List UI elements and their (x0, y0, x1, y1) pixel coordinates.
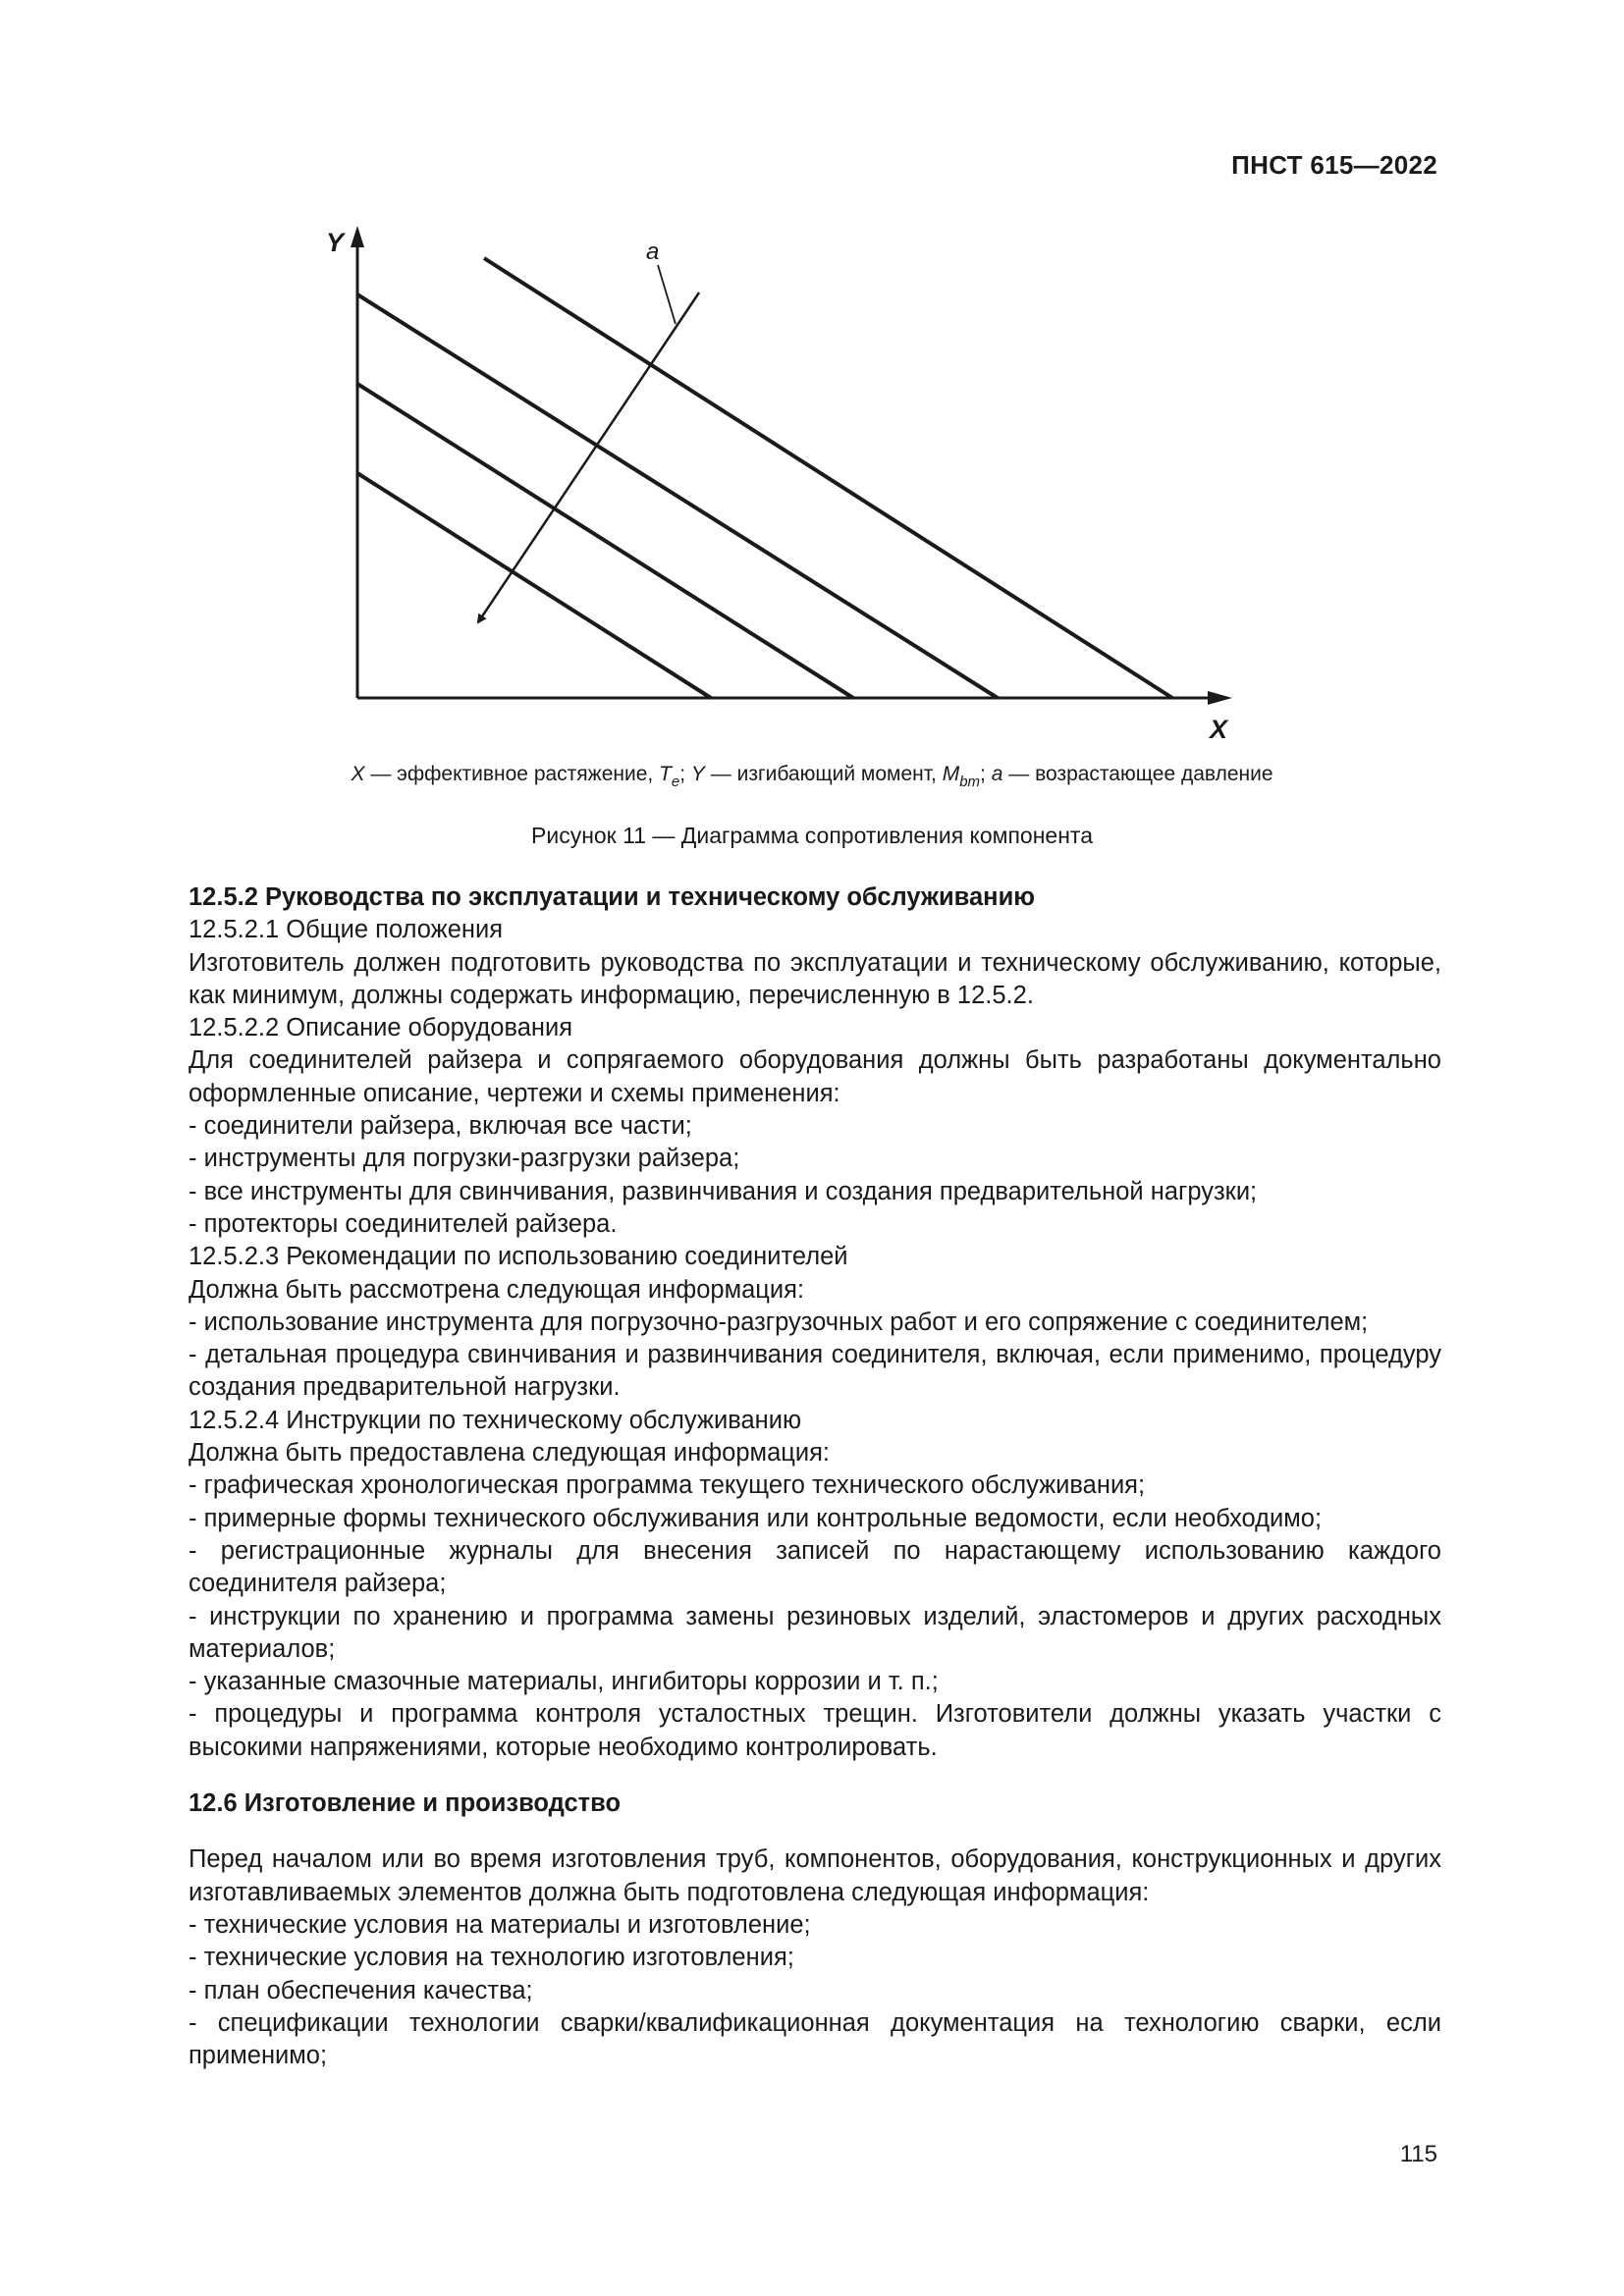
paragraph: Для соединителей райзера и сопрягаемого оборудования должны быть разработаны документально оформленные описание, чертежи и схемы применения: (189, 1046, 1441, 1107)
paragraph: Должна быть предоставлена следующая информация: (189, 1439, 831, 1468)
list-item: - использование инструмента для погрузочно-разгрузочных работ и его сопряжение с соединителем; (189, 1308, 1369, 1336)
legend-sep-2: ; (980, 763, 992, 785)
legend-x-sub-text: e (671, 774, 680, 790)
legend-a-text: — возрастающее давление (1002, 763, 1273, 785)
legend-x-var: T (659, 763, 672, 785)
legend-sep-1: ; (679, 763, 691, 785)
figure-legend (0, 763, 1624, 790)
list-item: - инструкции по хранению и программа замены резиновых изделий, эластомеров и других расходных материалов; (189, 1602, 1441, 1663)
resistance-diagram (295, 218, 1257, 748)
subsection-title: 12.5.2.4 Инструкции по техническому обслуживанию (189, 1406, 802, 1434)
section-heading-12-5-2: 12.5.2 Руководства по эксплуатации и техническому обслуживанию (189, 883, 1036, 911)
pressure-arrow (478, 293, 699, 622)
legend-y-text: — изгибающий момент, (704, 763, 943, 785)
list-item: - регистрационные журналы для внесения записей по нарастающему использованию каждого соединителя райзера; (189, 1536, 1441, 1598)
y-axis-label: Y (326, 228, 345, 257)
figure-caption: Рисунок 11 — Диаграмма сопротивления компонента (531, 823, 1093, 848)
paragraph: Изготовитель должен подготовить руководства по эксплуатации и техническому обслуживанию, которые, как минимум, должны содержать информацию, перечисленную в 12.5.2. (189, 948, 1441, 1009)
list-item: - соединители райзера, включая все части; (189, 1112, 692, 1141)
paragraph: Перед началом или во время изготовления труб, компонентов, оборудования, конструкционных и других изготавливаемых элементов должна быть подготовлена следующая информация: (189, 1845, 1441, 1906)
legend-y-var: M (942, 763, 960, 785)
legend-x-sub (672, 774, 679, 790)
legend-x-symbol: X (351, 763, 365, 785)
legend-a-symbol: a (991, 763, 1003, 785)
list-item: - инструменты для погрузки-разгрузки райзера; (189, 1145, 740, 1173)
arrow-label-a: a (646, 239, 660, 265)
section-heading-12-6: 12.6 Изготовление и производство (189, 1789, 622, 1818)
list-item: - указанные смазочные материалы, ингибиторы коррозии и т. п.; (189, 1668, 939, 1696)
x-axis-label: X (1210, 715, 1228, 744)
paragraph: Должна быть рассмотрена следующая информация: (189, 1275, 805, 1304)
list-item: - протекторы соединителей райзера. (189, 1209, 618, 1238)
legend-y-sub (959, 774, 980, 790)
list-item: - все инструменты для свинчивания, развинчивания и создания предварительной нагрузки; (189, 1177, 1258, 1205)
curve-1 (357, 473, 711, 698)
document-code: ПНСТ 615—2022 (1231, 150, 1437, 180)
page-number: 115 (1399, 2141, 1437, 2167)
list-item: - технические условия на технологию изготовления; (189, 1944, 794, 1972)
legend-y-sub-text: bm (959, 774, 981, 790)
label-leader (658, 265, 676, 324)
subsection-title: 12.5.2.2 Описание оборудования (189, 1014, 573, 1042)
subsection-title: 12.5.2.3 Рекомендации по использованию соединителей (189, 1243, 848, 1271)
list-item: - спецификации технологии сварки/квалификационная документация на технологию сварки, если применимо; (189, 2008, 1441, 2070)
curve-4 (484, 258, 1172, 698)
legend-x-text: — эффективное растяжение, (364, 763, 660, 785)
document-body (116, 881, 1441, 2072)
list-item: - технические условия на материалы и изготовление; (189, 1910, 811, 1939)
subsection-title: 12.5.2.1 Общие положения (189, 916, 504, 944)
x-axis-arrow (1208, 691, 1232, 705)
list-item: - графическая хронологическая программа текущего технического обслуживания; (189, 1471, 1146, 1500)
list-item: - процедуры и программа контроля усталостных трещин. Изготовители должны указать участки с высокими напряжениями, которые необходимо контролировать. (189, 1700, 1441, 1761)
y-axis-arrow (351, 226, 364, 247)
list-item: - план обеспечения качества; (189, 1976, 533, 2004)
legend-y-symbol: Y (690, 763, 705, 785)
curve-3 (357, 294, 998, 698)
list-item: - примерные формы технического обслуживания или контрольные ведомости, если необходимо; (189, 1504, 1323, 1532)
list-item: - детальная процедура свинчивания и развинчивания соединителя, включая, если применимо, процедуру создания предварительной нагрузки. (189, 1341, 1441, 1402)
